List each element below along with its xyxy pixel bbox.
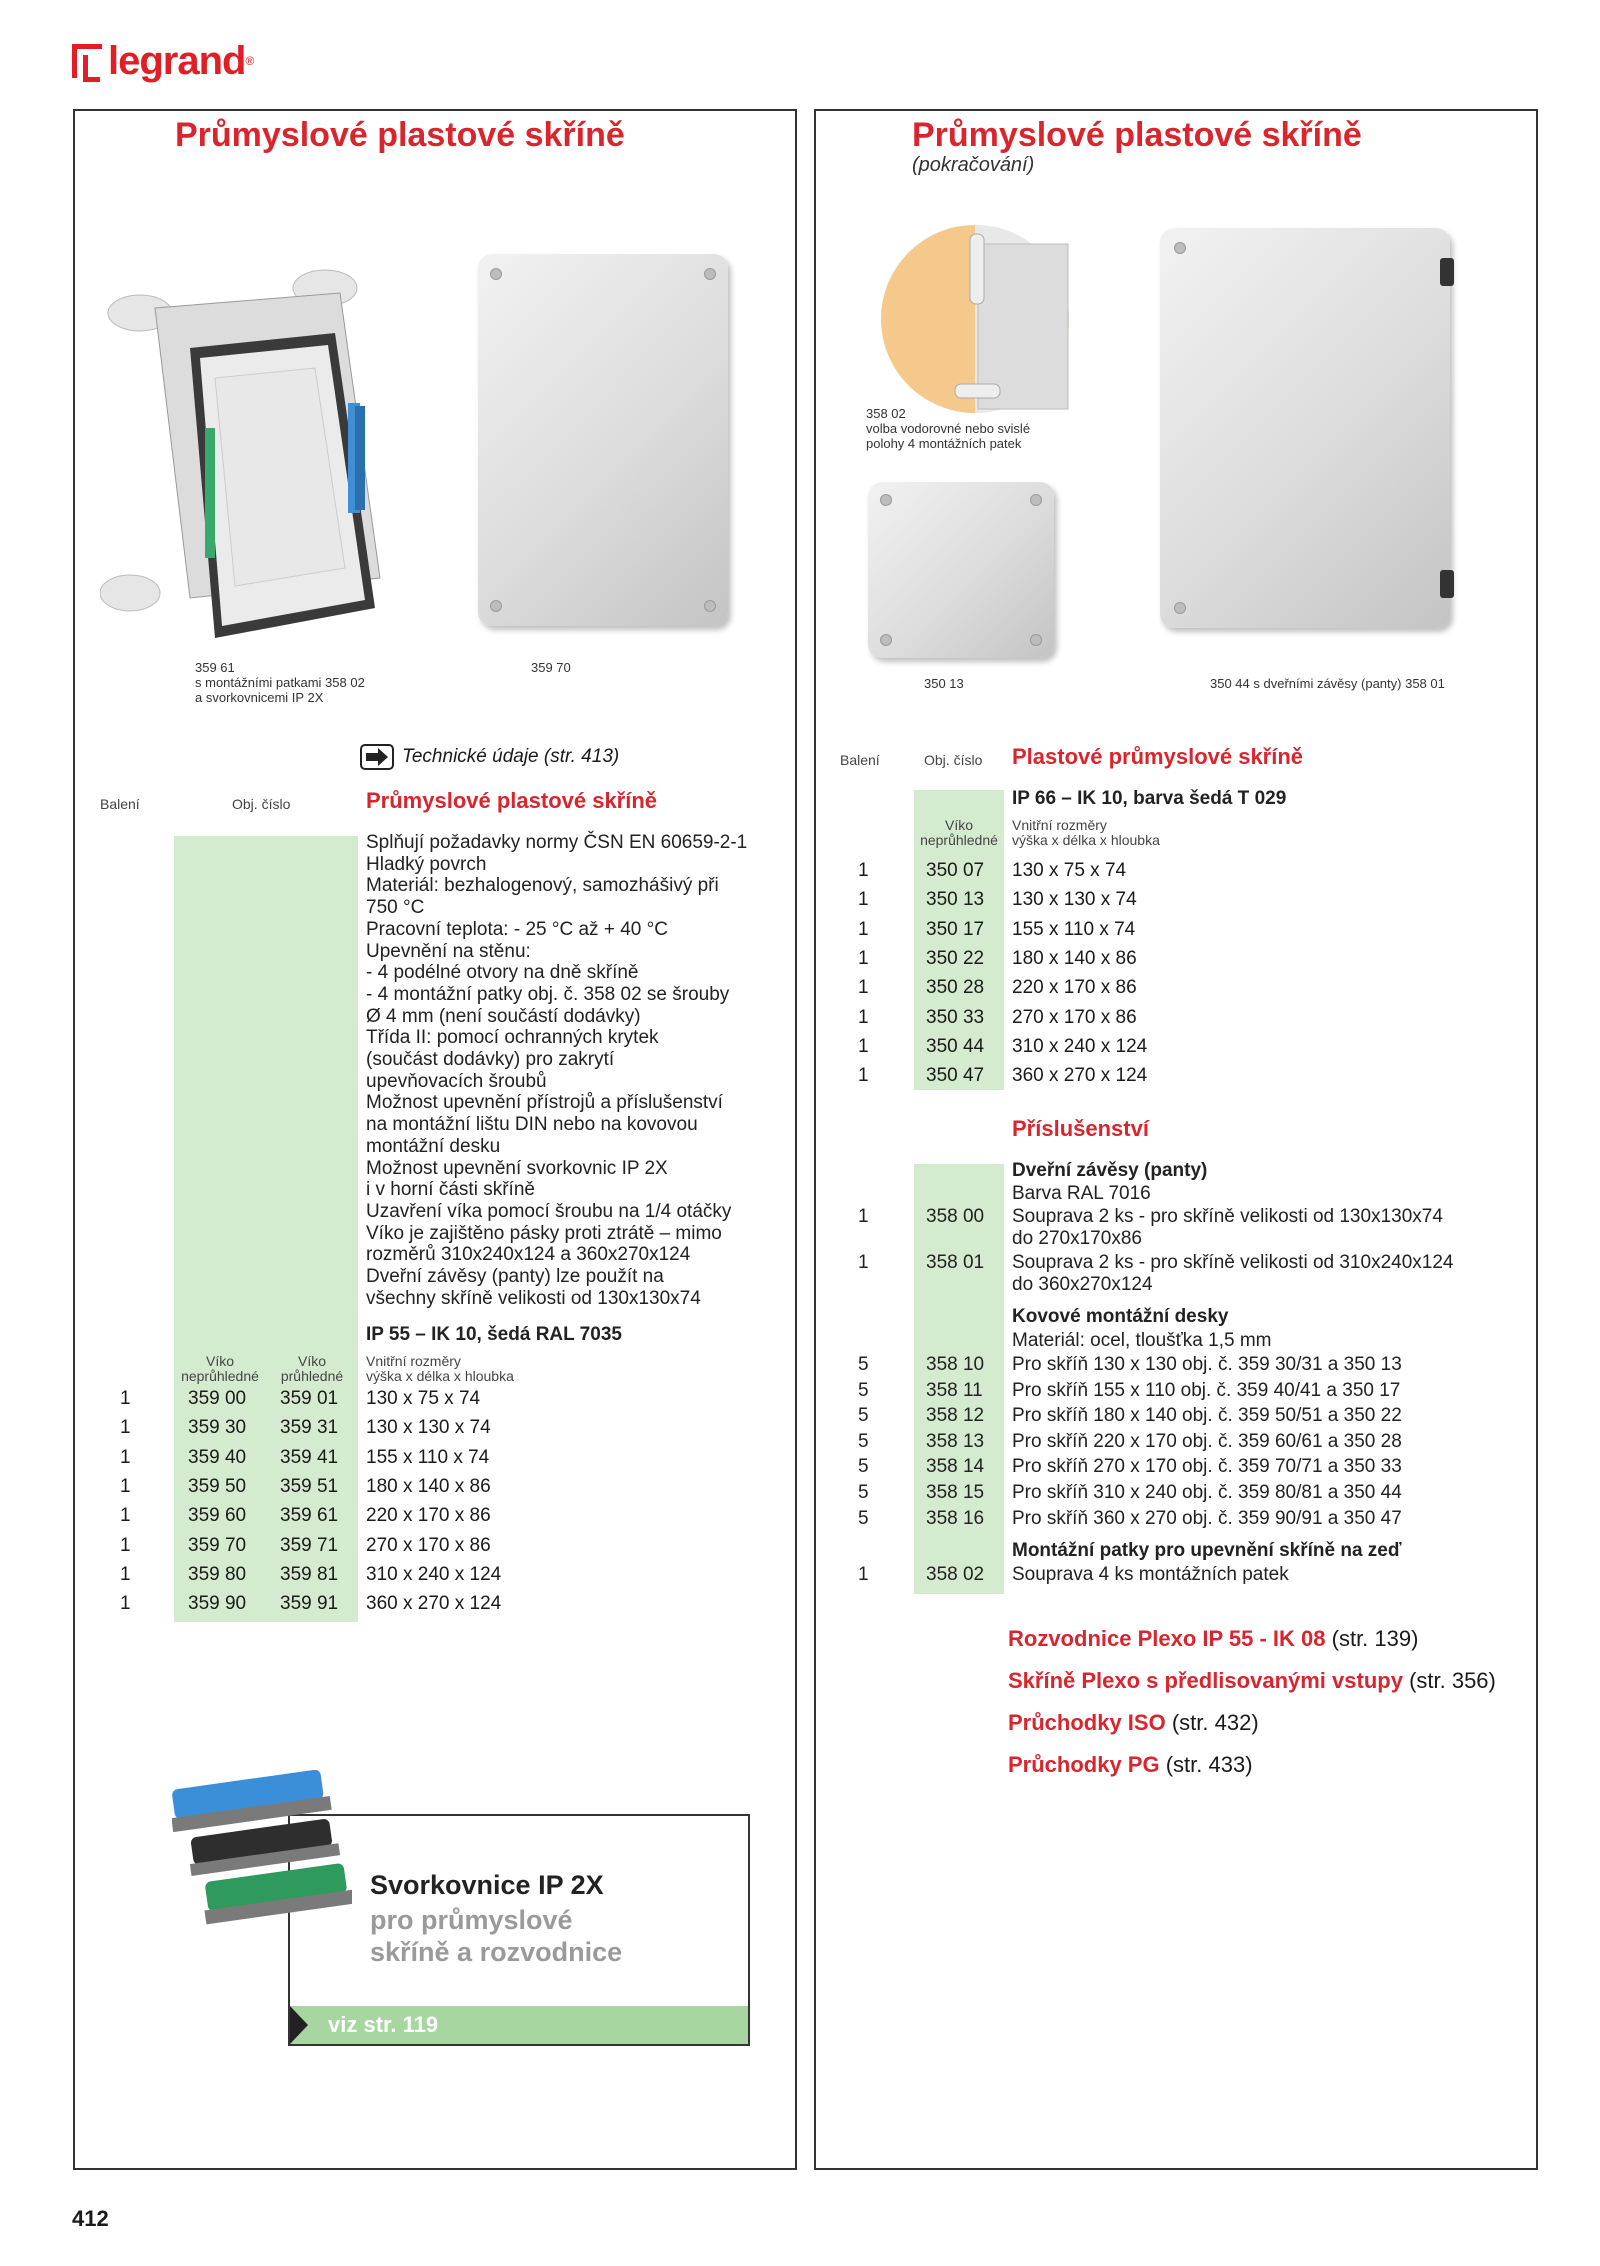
mounting-feet-illustration [880, 224, 1090, 414]
col-head-clear: Víko průhledné [280, 1353, 344, 1384]
hinge-icon [1440, 570, 1454, 598]
plate-desc: Pro skříň 270 x 170 obj. č. 359 70/71 a 350 33 [1012, 1456, 1402, 1478]
photo-mounting-feet-detail [880, 224, 1090, 414]
plate-pack: 5 [858, 1379, 869, 1401]
plates-material: Materiál: ocel, tloušťka 1,5 mm [1012, 1330, 1272, 1351]
hinge-desc-line1: Souprava 2 ks - pro skříně velikosti od 130x130x74 [1012, 1206, 1443, 1227]
arrow-right-icon [360, 744, 394, 770]
tech-ref-link[interactable] [360, 744, 619, 770]
row-pack: 1 [120, 1446, 131, 1468]
row-dimensions: 310 x 240 x 124 [366, 1563, 502, 1585]
plate-desc: Pro skříň 220 x 170 obj. č. 359 60/61 a 350 28 [1012, 1430, 1402, 1452]
row-dimensions: 155 x 110 x 74 [366, 1446, 490, 1468]
feet-ref: 358 02 [926, 1564, 985, 1585]
row-pack: 1 [858, 1065, 869, 1087]
hinge-pack: 1 [858, 1206, 869, 1227]
plate-desc: Pro skříň 180 x 140 obj. č. 359 50/51 a 350 22 [1012, 1405, 1402, 1427]
plate-desc: Pro skříň 360 x 270 obj. č. 359 90/91 a 350 47 [1012, 1507, 1402, 1529]
row-ref-clear: 359 41 [280, 1446, 339, 1468]
row-ref-opaque: 359 80 [188, 1563, 247, 1585]
plate-ref: 358 11 [926, 1379, 983, 1401]
row-ref-clear: 359 01 [280, 1388, 339, 1409]
caption-350-13: 350 13 [924, 676, 964, 691]
col-head-opaque: Víko neprůhledné [181, 1353, 259, 1384]
row-ref: 350 28 [926, 977, 985, 999]
plate-ref: 358 14 [926, 1456, 985, 1478]
hinge-desc-line1: Souprava 2 ks - pro skříně velikosti od 310x240x124 [1012, 1252, 1454, 1273]
caption-359-61: 359 61 s montážními patkami 358 02 a svorkovnicemi IP 2X [195, 660, 365, 705]
left-header-ref: Obj. číslo [232, 796, 291, 812]
row-dimensions: 155 x 110 x 74 [1012, 918, 1136, 940]
left-ip-title: IP 55 – IK 10, šedá RAL 7035 [366, 1324, 622, 1345]
plate-desc: Pro skříň 310 x 240 obj. č. 359 80/81 a 350 44 [1012, 1482, 1402, 1503]
row-ref-clear: 359 71 [280, 1534, 339, 1556]
related-links [1008, 1618, 1496, 1786]
legrand-logo-reg: ® [245, 54, 255, 68]
feet-title: Montážní patky pro upevnění skříně na zeď [1012, 1540, 1402, 1561]
box-open-illustration [100, 268, 420, 648]
link-plexo-ip55[interactable]: Rozvodnice Plexo IP 55 - IK 08 (str. 139) [1008, 1626, 1419, 1651]
row-pack: 1 [120, 1534, 131, 1556]
hinge-ref: 358 01 [926, 1252, 985, 1273]
photo-box-closed [478, 254, 728, 626]
hinge-desc-line2: do 270x170x86 [1012, 1227, 1142, 1249]
row-ref-clear: 359 81 [280, 1563, 339, 1585]
row-ref: 350 07 [926, 860, 985, 881]
right-ip-title: IP 66 – IK 10, barva šedá T 029 [1012, 788, 1287, 809]
terminal-blocks-illustration [172, 1770, 352, 1950]
plate-ref: 358 16 [926, 1507, 985, 1529]
left-section-title: Průmyslové plastové skříně [366, 788, 658, 813]
row-pack: 1 [858, 1006, 869, 1028]
row-dimensions: 180 x 140 x 86 [1012, 947, 1137, 969]
row-ref-opaque: 359 60 [188, 1505, 247, 1527]
photo-terminal-blocks [172, 1770, 352, 1950]
feet-desc: Souprava 4 ks montážních patek [1012, 1564, 1289, 1585]
left-title: Průmyslové plastové skříně [175, 116, 625, 154]
hinge-ref: 358 00 [926, 1206, 985, 1227]
col-head-dims: Vnitřní rozměry výška x délka x hloubka [366, 1353, 514, 1384]
link-pruchodky-pg[interactable]: Průchodky PG (str. 433) [1008, 1752, 1253, 1777]
row-ref-clear: 359 51 [280, 1475, 339, 1497]
right-section-title: Plastové průmyslové skříně [1012, 744, 1304, 769]
hinges-title: Dveřní závěsy (panty) [1012, 1160, 1208, 1181]
left-description: Splňují požadavky normy ČSN EN 60659-2-1 Hladký povrch Materiál: bezhalogenový, samozhášivý při 750 °C Pracovní teplota: - 25 °C až + 40 °C Upevnění na stěnu: - 4 podélné otvory na dně skříně - 4 montážní patky obj. č. 358 02 se šrouby Ø 4 mm (není součástí dodávky) Třída II: pomocí ochranných krytek (součást dodávky) pro zakrytí upevňovacích šroubů Možnost upevnění přístrojů a příslušenství na montážní lištu DIN nebo na kovovou montážní desku Možnost upevnění svorkovnic IP 2X i v horní části skříně Uzavření víka pomocí šroubu na 1/4 otáčky Víko je zajištěno pásky proti ztrátě – mimo rozměrů 310x240x124 a 360x270x124 Dveřní závěsy (panty) lze použít na všechny skříně velikosti od 130x130x74 [366, 832, 748, 1309]
row-pack: 1 [858, 947, 869, 969]
plate-pack: 5 [858, 1456, 869, 1478]
caption-350-44: 350 44 s dveřními závěsy (panty) 358 01 [1210, 676, 1445, 691]
arrow-triangle-icon [290, 2006, 312, 2044]
caption-358-02: 358 02 volba vodorovné nebo svislé polohy 4 montážních patek [866, 406, 1031, 451]
plates-title: Kovové montážní desky [1012, 1306, 1229, 1327]
plate-pack: 5 [858, 1507, 869, 1529]
row-dimensions: 180 x 140 x 86 [366, 1475, 491, 1497]
legrand-logo-text: legrand [108, 38, 246, 83]
row-pack: 1 [120, 1417, 131, 1439]
feet-pack: 1 [858, 1564, 869, 1585]
row-ref-clear: 359 61 [280, 1505, 339, 1527]
row-pack: 1 [858, 889, 869, 911]
row-pack: 1 [120, 1563, 131, 1585]
plate-pack: 5 [858, 1430, 869, 1452]
row-ref: 350 47 [926, 1065, 985, 1087]
legrand-logo [72, 36, 254, 86]
ad-link-text: viz str. 119 [328, 2012, 439, 2037]
plate-desc: Pro skříň 155 x 110 obj. č. 359 40/41 a 350 17 [1012, 1379, 1401, 1401]
ad-link-bar[interactable] [290, 2006, 748, 2044]
legrand-logo-mark [72, 44, 102, 78]
photo-box-350-44 [1160, 228, 1450, 628]
row-pack: 1 [120, 1593, 131, 1615]
row-dimensions: 220 x 170 x 86 [366, 1505, 491, 1527]
row-ref: 350 33 [926, 1006, 985, 1028]
plate-ref: 358 15 [926, 1482, 985, 1503]
left-header-pack: Balení [100, 796, 140, 812]
row-pack: 1 [120, 1475, 131, 1497]
right-title: Průmyslové plastové skříně [912, 116, 1362, 154]
hinge-icon [1440, 258, 1454, 286]
page-number: 412 [72, 2206, 109, 2231]
plate-pack: 5 [858, 1482, 869, 1503]
ad-title: Svorkovnice IP 2X [370, 1870, 604, 1900]
row-ref-opaque: 359 90 [188, 1593, 247, 1615]
row-dimensions: 270 x 170 x 86 [366, 1534, 491, 1556]
row-pack: 1 [858, 918, 869, 940]
terminal-ad-box [288, 1814, 750, 2046]
row-dimensions: 130 x 130 x 74 [1012, 889, 1137, 911]
row-ref-opaque: 359 50 [188, 1475, 247, 1497]
photo-box-open [100, 268, 420, 648]
row-pack: 1 [858, 1035, 869, 1057]
row-dimensions: 130 x 75 x 74 [366, 1388, 481, 1409]
row-ref: 350 22 [926, 947, 985, 969]
hinge-pack: 1 [858, 1252, 869, 1273]
photo-box-350-13 [868, 482, 1054, 658]
row-dimensions: 270 x 170 x 86 [1012, 1006, 1137, 1028]
plate-ref: 358 13 [926, 1430, 985, 1452]
row-ref-opaque: 359 00 [188, 1388, 247, 1409]
right-header-pack: Balení [840, 752, 880, 768]
row-dimensions: 130 x 130 x 74 [366, 1417, 491, 1439]
row-ref: 350 13 [926, 889, 985, 911]
tech-ref-text: Technické údaje (str. 413) [402, 746, 620, 767]
right-header-ref: Obj. číslo [924, 752, 983, 768]
link-plexo-predlisovane[interactable]: Skříně Plexo s předlisovanými vstupy (str. 356) [1008, 1668, 1496, 1693]
row-ref-opaque: 359 40 [188, 1446, 247, 1468]
plate-desc: Pro skříň 130 x 130 obj. č. 359 30/31 a 350 13 [1012, 1354, 1402, 1375]
plate-pack: 5 [858, 1354, 869, 1375]
right-col-head-ref: Víko neprůhledné [920, 817, 998, 848]
row-dimensions: 360 x 270 x 124 [1012, 1065, 1148, 1087]
right-col-head-dims: Vnitřní rozměry výška x délka x hloubka [1012, 817, 1160, 848]
row-pack: 1 [120, 1388, 131, 1409]
plate-ref: 358 10 [926, 1354, 985, 1375]
row-ref-opaque: 359 30 [188, 1417, 247, 1439]
row-pack: 1 [858, 860, 869, 881]
row-dimensions: 220 x 170 x 86 [1012, 977, 1137, 999]
row-pack: 1 [120, 1505, 131, 1527]
row-ref: 350 17 [926, 918, 985, 940]
link-pruchodky-iso[interactable]: Průchodky ISO (str. 432) [1008, 1710, 1259, 1735]
plate-ref: 358 12 [926, 1405, 985, 1427]
row-pack: 1 [858, 977, 869, 999]
row-ref: 350 44 [926, 1035, 985, 1057]
row-ref-clear: 359 91 [280, 1593, 339, 1615]
row-dimensions: 310 x 240 x 124 [1012, 1035, 1148, 1057]
caption-359-70: 359 70 [531, 660, 571, 675]
row-ref-clear: 359 31 [280, 1417, 339, 1439]
hinge-desc-line2: do 360x270x124 [1012, 1273, 1153, 1295]
accessories-title: Příslušenství [1012, 1116, 1149, 1141]
right-subtitle: (pokračování) [912, 154, 1035, 176]
plate-pack: 5 [858, 1405, 869, 1427]
row-dimensions: 130 x 75 x 74 [1012, 860, 1127, 881]
hinges-color: Barva RAL 7016 [1012, 1183, 1151, 1204]
ad-subtitle: pro průmyslové skříně a rozvodnice [370, 1905, 623, 1967]
row-ref-opaque: 359 70 [188, 1534, 247, 1556]
row-dimensions: 360 x 270 x 124 [366, 1593, 502, 1615]
